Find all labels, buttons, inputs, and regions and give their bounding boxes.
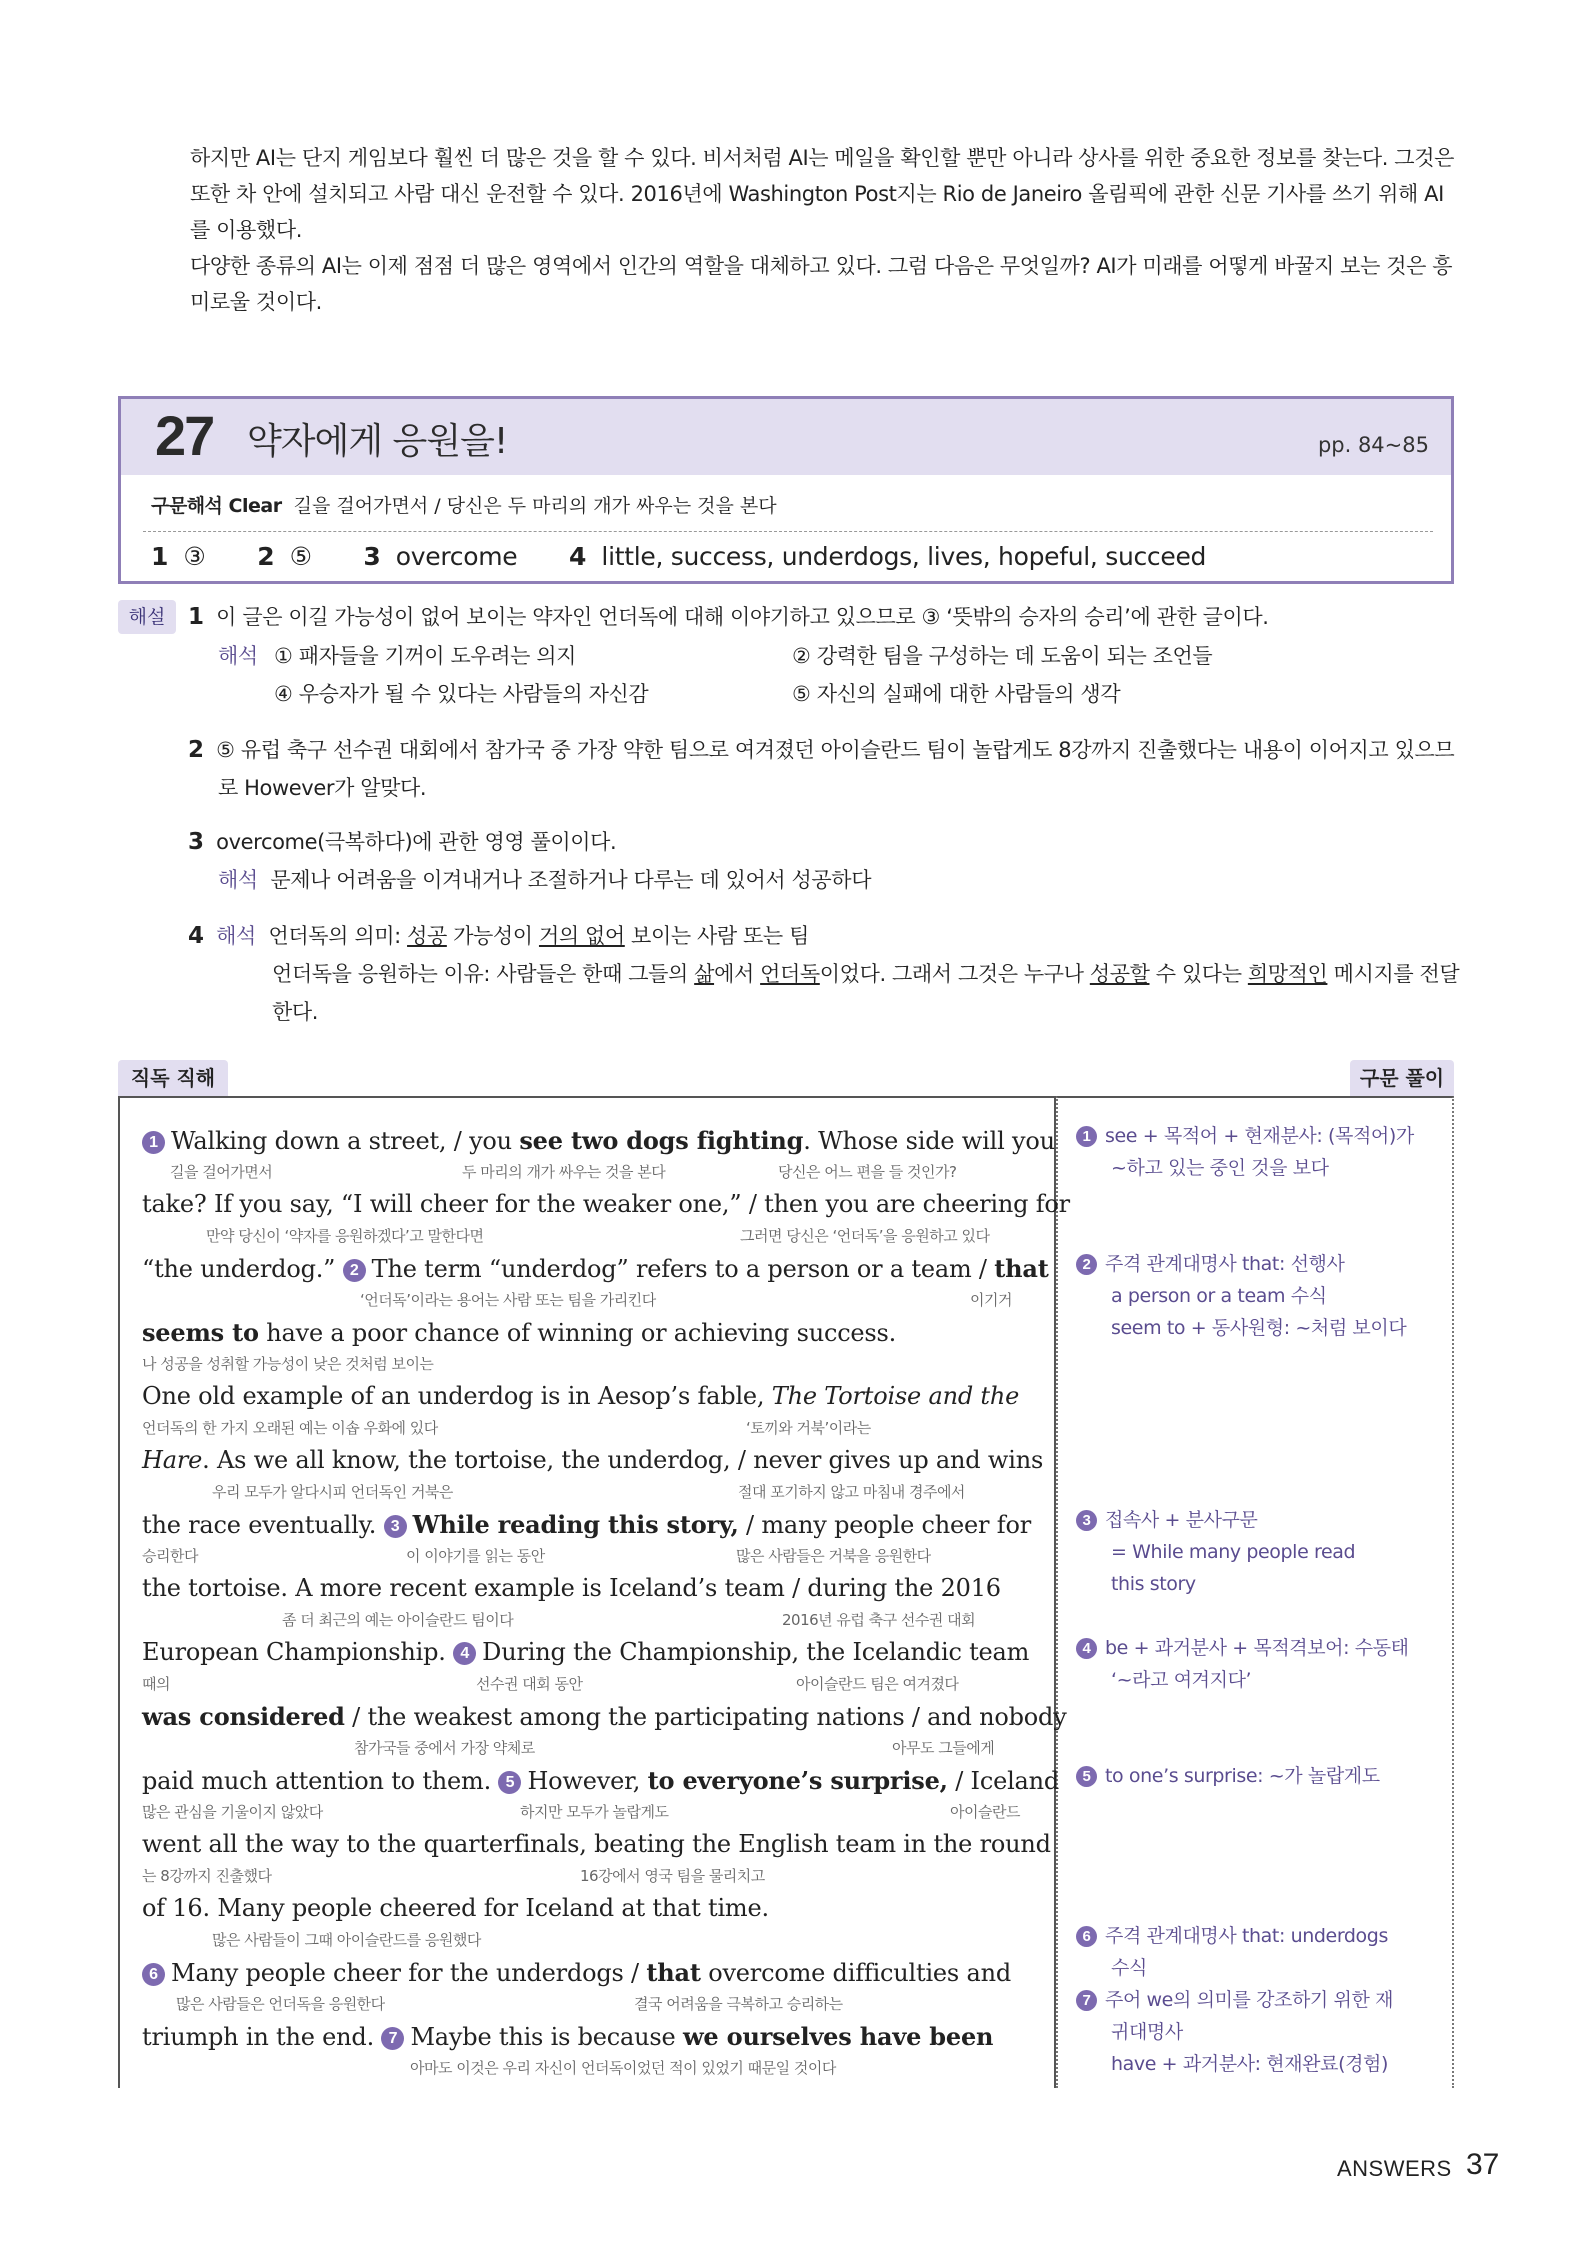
reading-line: the race eventually. 3 While reading this story, / many people cheer for — [142, 1510, 1031, 1539]
gloss: 길을 걸어가면서 — [170, 1163, 273, 1181]
unit-title: 약자에게 응원을! — [247, 421, 508, 462]
note-4: 4 be + 과거분사 + 목적격보어: 수동태 ‘~라고 여겨지다’ — [1076, 1632, 1446, 1696]
gloss: 아이슬란드 — [950, 1803, 1020, 1821]
reading-line: paid much attention to them. 5 However, to everyone’s surprise, / Iceland — [142, 1766, 1060, 1795]
q1-option-1: ① 패자들을 기꺼이 도우려는 의지 — [274, 644, 577, 668]
answer-list — [151, 542, 1250, 571]
explanation-q1: 1 이 글은 이길 가능성이 없어 보이는 약자인 언더독에 대해 이야기하고 있으므로 ③ ‘뜻밖의 승자의 승리’에 관한 글이다. — [188, 604, 1269, 630]
reading-line: 6 Many people cheer for the underdogs / that overcome difficulties and — [142, 1958, 1011, 1987]
gloss: 선수권 대회 동안 — [476, 1675, 583, 1693]
grammar-notes-tab: 구문 풀이 — [1350, 1060, 1454, 1096]
gloss: 그러면 당신은 ‘언더독’을 응원하고 있다 — [740, 1227, 990, 1245]
reading-line: “the underdog.” 2 The term “underdog” refers to a person or a team / that — [142, 1254, 1049, 1283]
answer-item: 2 ⑤ — [257, 542, 312, 571]
q1-option-5: ⑤ 자신의 실패에 대한 사람들의 생각 — [792, 682, 1121, 706]
gloss: 2016년 유럽 축구 선수권 대회 — [782, 1611, 976, 1629]
gloss: 이기거 — [970, 1291, 1012, 1309]
q1-option-4: ④ 우승자가 될 수 있다는 사람들의 자신감 — [274, 682, 649, 706]
sentence-marker: 2 — [343, 1259, 366, 1282]
explanation-q2: 2 ⑤ 유럽 축구 선수권 대회에서 참가국 중 가장 약한 팀으로 여겨졌던 아이슬란드 팀이 놀랍게도 8강까지 진출했다는 내용이 이어지고 있으므 — [188, 737, 1455, 763]
reading-line: triumph in the end. 7 Maybe this is because we ourselves have been — [142, 2022, 994, 2051]
gloss: 결국 어려움을 극복하고 승리하는 — [634, 1995, 843, 2013]
gloss: 많은 사람들이 그때 아이슬란드를 응원했다 — [212, 1931, 481, 1949]
note-5: 5 to one’s surprise: ~가 놀랍게도 — [1076, 1760, 1446, 1792]
footer-label: ANSWERS — [1337, 2156, 1452, 2181]
gloss: 많은 사람들은 거북을 응원한다 — [736, 1547, 931, 1565]
reading-line: of 16. Many people cheered for Iceland at that time. — [142, 1894, 769, 1922]
note-7: 7 주어 we의 의미를 강조하기 위한 재 귀대명사 have + 과거분사: 현재완료(경험) — [1076, 1984, 1446, 2080]
sentence-marker: 7 — [381, 2027, 404, 2050]
top-paragraph-2: 다양한 종류의 AI는 이제 점점 더 많은 영역에서 인간의 역할을 대체하고 있다. 그럼 다음은 무엇일까? AI가 미래를 어떻게 바꿀지 보는 것은 흥미로울 것이다. — [190, 254, 1453, 314]
reading-line: 1 Walking down a street, / you see two dogs fighting. Whose side will you — [142, 1126, 1055, 1155]
q4-reason-line1: 언더독을 응원하는 이유: 사람들은 한때 그들의 삶에서 언더독이었다. 그래서 그것은 누구나 성공할 수 있다는 희망적인 메시지를 전달 — [272, 962, 1460, 986]
direct-reading-tab: 직독 직해 — [118, 1060, 228, 1096]
answer-divider — [143, 531, 1433, 532]
note-2: 2 주격 관계대명사 that: 선행사 a person or a team 수식 seem to + 동사원형: ~처럼 보이다 — [1076, 1248, 1446, 1344]
top-translation — [190, 140, 1460, 320]
note-1: 1 see + 목적어 + 현재분사: (목적어)가 ~하고 있는 중인 것을 보다 — [1076, 1120, 1446, 1184]
answer-item: 4 little, success, underdogs, lives, hopeful, succeed — [569, 542, 1207, 571]
gloss: 많은 사람들은 언더독을 응원한다 — [176, 1995, 385, 2013]
gloss: 이 이야기를 읽는 동안 — [406, 1547, 545, 1565]
gloss: 16강에서 영국 팀을 물리치고 — [580, 1867, 765, 1885]
reading-line: went all the way to the quarterfinals, beating the English team in the round — [142, 1830, 1051, 1858]
gloss: 당신은 어느 편을 들 것인가? — [778, 1163, 957, 1181]
gloss: 는 8강까지 진출했다 — [142, 1867, 272, 1885]
gloss: 승리한다 — [142, 1547, 198, 1565]
note-3: 3 접속사 + 분사구문 = While many people read this story — [1076, 1504, 1446, 1600]
gumun-clear-label: 구문해석 Clear — [151, 495, 282, 517]
gumun-clear-text: 길을 걸어가면서 / 당신은 두 마리의 개가 싸우는 것을 본다 — [293, 495, 777, 517]
gloss: 아마도 이것은 우리 자신이 언더독이었던 적이 있었기 때문일 것이다 — [410, 2059, 836, 2077]
gloss: 참가국들 중에서 가장 약체로 — [354, 1739, 535, 1757]
gloss: 언더독의 한 가지 오래된 예는 이솝 우화에 있다 — [142, 1419, 438, 1437]
reading-line: was considered / the weakest among the participating nations / and nobody — [142, 1702, 1067, 1731]
answer-box-header — [121, 399, 1451, 475]
sentence-marker: 5 — [498, 1771, 521, 1794]
answer-item: 3 overcome — [363, 542, 518, 571]
page-range: pp. 84~85 — [1317, 433, 1429, 457]
reading-line: seems to have a poor chance of winning or achieving success. — [142, 1318, 897, 1347]
q3-translation: 해석 문제나 어려움을 이겨내거나 조절하거나 다루는 데 있어서 성공하다 — [218, 868, 872, 892]
gloss: 두 마리의 개가 싸우는 것을 본다 — [462, 1163, 666, 1181]
sentence-marker: 4 — [453, 1642, 476, 1665]
sentence-marker: 6 — [142, 1963, 165, 1986]
gloss: 좀 더 최근의 예는 아이슬란드 팀이다 — [282, 1611, 514, 1629]
gumun-clear — [151, 491, 777, 518]
reading-line: Hare. As we all know, the tortoise, the underdog, / never gives up and wins — [142, 1446, 1044, 1474]
note-6: 6 주격 관계대명사 that: underdogs 수식 — [1076, 1920, 1446, 1984]
gloss: 절대 포기하지 않고 마침내 경주에서 — [738, 1483, 965, 1501]
haeseol-badge: 해설 — [118, 600, 176, 634]
gloss: ‘토끼와 거북’이라는 — [746, 1419, 871, 1437]
answer-box — [118, 396, 1454, 584]
gloss: 아무도 그들에게 — [892, 1739, 995, 1757]
gloss: 아이슬란드 팀은 여겨졌다 — [796, 1675, 959, 1693]
q1-translation-label: 해석 — [218, 644, 258, 668]
reading-line: take? If you say, “I will cheer for the weaker one,” / then you are cheering for — [142, 1190, 1070, 1218]
gloss: 우리 모두가 알다시피 언더독인 거북은 — [212, 1483, 453, 1501]
q1-option-2: ② 강력한 팀을 구성하는 데 도움이 되는 조언들 — [792, 644, 1213, 668]
sentence-marker: 3 — [384, 1515, 407, 1538]
gloss: ‘언더독’이라는 용어는 사람 또는 팀을 가리킨다 — [360, 1291, 656, 1309]
gloss: 만약 당신이 ‘약자를 응원하겠다’고 말한다면 — [206, 1227, 484, 1245]
top-paragraph-1: 하지만 AI는 단지 게임보다 훨씬 더 많은 것을 할 수 있다. 비서처럼 AI는 메일을 확인할 뿐만 아니라 상사를 위한 중요한 정보를 찾는다. 그것은 또한 차 안에 설치되고 사람 대신 운전할 수 있다. 2016년에 Washington Post지는 Rio de Janeiro 올림픽에 관한 신문 기사를 쓰기 위해 AI를 이용했다. — [190, 146, 1454, 242]
explanation-q4: 4 해석 언더독의 의미: 성공 가능성이 거의 없어 보이는 사람 또는 팀 — [188, 923, 809, 949]
answer-item: 1 ③ — [151, 542, 206, 571]
explanation-q3: 3 overcome(극복하다)에 관한 영영 풀이이다. — [188, 829, 617, 855]
gloss: 많은 관심을 기울이지 않았다 — [142, 1803, 323, 1821]
reading-line: the tortoise. A more recent example is Iceland’s team / during the 2016 — [142, 1574, 1001, 1602]
gloss: 하지만 모두가 놀랍게도 — [520, 1803, 669, 1821]
page-number: 37 — [1466, 2148, 1500, 2181]
unit-number: 27 — [155, 404, 214, 467]
reading-line: One old example of an underdog is in Aesop’s fable, The Tortoise and the — [142, 1382, 1020, 1410]
gloss: 나 성공을 성취할 가능성이 낮은 것처럼 보이는 — [142, 1355, 434, 1373]
sentence-marker: 1 — [142, 1131, 165, 1154]
explanation-q2-line2: 로 However가 알맞다. — [218, 776, 427, 800]
reading-line: European Championship. 4 During the Championship, the Icelandic team — [142, 1638, 1030, 1666]
q4-reason-line2: 한다. — [272, 1000, 319, 1024]
gloss: 때의 — [142, 1675, 170, 1693]
